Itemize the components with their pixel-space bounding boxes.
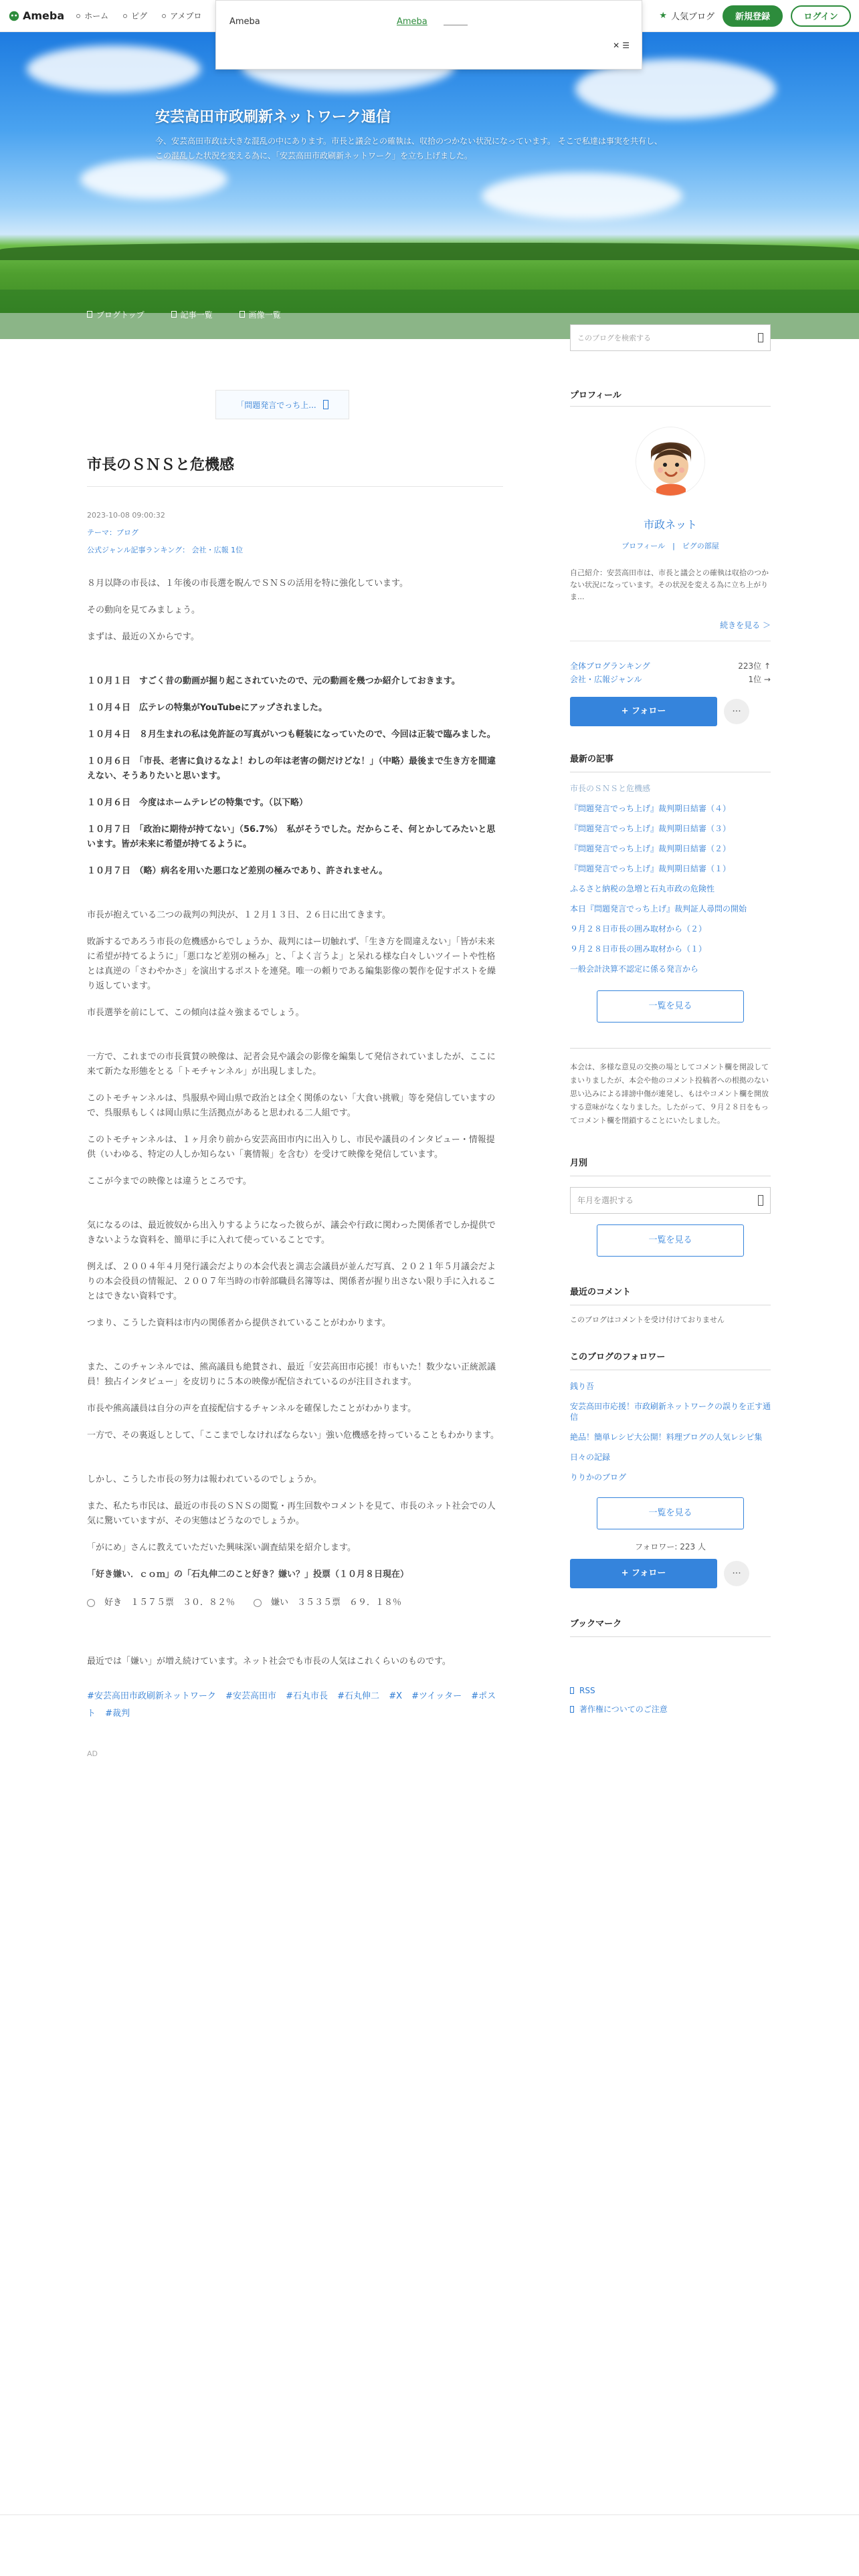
spacer: [570, 686, 771, 697]
rss-link[interactable]: [570, 1684, 771, 1697]
followers-title: このブログのフォロワー: [570, 1352, 666, 1362]
latest-article-item[interactable]: 市長のＳＮＳと危機感: [570, 784, 651, 793]
article-paragraph: このトモチャンネルは、１ヶ月余り前から安芸高田市内に出入りし、市民や議員のインタビュー・情報提供（いわゆる、特定の人しか知らない「裏情報」を含む）を受けて映像を発信しています。: [87, 1135, 495, 1160]
avatar[interactable]: [636, 427, 705, 496]
article-paragraph: １０月４日 ８月生まれの私は免許証の写真がいつも軽装になっていたので、今回は正装で臨みました。: [87, 730, 496, 740]
hashtag[interactable]: #石丸伸二: [337, 1691, 380, 1701]
signup-button[interactable]: 新規登録: [723, 5, 783, 27]
followers-count: フォロワー: 223 人: [635, 1542, 706, 1551]
global-nav: [76, 10, 201, 21]
article-date: 2023-10-08 09:00:32: [87, 511, 165, 520]
ameba-logo-icon: [8, 10, 20, 22]
follow-button-2[interactable]: + フォロー: [570, 1559, 717, 1588]
comment-notice: 本会は、多様な意見の交換の場としてコメント欄を開設してまいりましたが、本会や他のコメント投稿者への根拠のない思い込みによる誹謗中傷が連発し、もはやコメント欄を開放する意味がなくなりました。したがって、９月２８日をもってコメント欄を閉鎖することにいたしました。: [570, 1063, 769, 1125]
popup-link[interactable]: Ameba: [397, 17, 427, 27]
poll-option-label: 嫌い ３５３５票 ６９．１８％: [271, 1598, 402, 1608]
paragraph-spacer: [87, 1201, 503, 1218]
chevron-down-icon: [758, 1195, 763, 1206]
profile-name[interactable]: 市政ネット: [643, 518, 697, 531]
ranking-label: 全体ブログランキング: [570, 661, 650, 671]
latest-articles-list: [570, 783, 771, 974]
nav-pigg[interactable]: [123, 10, 147, 21]
follow-row: [570, 697, 771, 726]
popup-close-button[interactable]: [613, 41, 630, 50]
search-icon[interactable]: [758, 333, 763, 342]
pigg-icon: [123, 14, 127, 18]
latest-article-item[interactable]: 一般会計決算不認定に係る発言から: [570, 964, 699, 974]
follow-button[interactable]: + フォロー: [570, 697, 717, 726]
article-paragraph: １０月７日 「政治に期待が持てない」（56.7%） 私がそうでした。だからこそ、何とかしてみたいと思います。皆が未来に希望が持てるように。: [87, 825, 496, 849]
crown-icon: ★: [659, 11, 667, 21]
article-paragraph: その動向を見てみましょう。: [87, 605, 201, 615]
comments-disabled-text: このブログはコメントを受け付けておりません: [570, 1315, 725, 1324]
blog-nav-items: [87, 290, 281, 339]
spacer: [570, 1492, 771, 1497]
month-select[interactable]: [570, 1187, 771, 1214]
home-icon: [87, 311, 92, 318]
blog-top-label: ブログトップ: [96, 310, 145, 320]
latest-article-item[interactable]: 『問題発言でっち上げ』裁判期日結審（３）: [570, 824, 731, 833]
more-options-button[interactable]: ···: [724, 699, 749, 724]
rss-icon: [570, 1687, 574, 1694]
popular-blog-link[interactable]: [659, 9, 714, 22]
hashtag[interactable]: #X: [389, 1691, 402, 1701]
hashtag[interactable]: #ツイッター: [411, 1691, 462, 1701]
follower-item[interactable]: 日々の記録: [570, 1453, 611, 1462]
ranking-row[interactable]: [570, 673, 771, 686]
spacer: [570, 1553, 771, 1559]
hashtag[interactable]: #裁判: [105, 1709, 130, 1719]
spacer: [570, 1214, 771, 1224]
prev-article-label: 「問題発言でっち上...: [236, 400, 316, 410]
spacer: [570, 1257, 771, 1286]
article-paragraph: まずは、最近のＸからです。: [87, 632, 199, 642]
hashtag[interactable]: #石丸市長: [286, 1691, 328, 1701]
document-icon: [570, 1706, 574, 1713]
article-meta: [87, 507, 243, 559]
article-body: [87, 576, 503, 1761]
blog-header: [0, 32, 859, 313]
article-paragraph: 例えば、２００４年４月発行議会だよりの本会代表と満志会議員が並んだ写真、２０２１年５月議会だよりの本会役員の情報記、２００７年当時の市幹部職員名簿等は、関係者が握り出さない限り手に入れることはできない資料です。: [87, 1262, 496, 1301]
article-paragraph: つまり、こうした資料は市内の関係者から提供されていることがわかります。: [87, 1318, 391, 1328]
spacer: [570, 1529, 771, 1540]
more-options-button-2[interactable]: ···: [724, 1561, 749, 1586]
bookmark-title: ブックマーク: [570, 1619, 622, 1629]
avatar-image: [636, 427, 705, 496]
radio-icon: [87, 1599, 95, 1607]
follower-item[interactable]: 絶品！簡単レシピ大公開！料理ブログの人気レシピ集: [570, 1432, 763, 1442]
poll-option-label: 好き １５７５票 ３０．８２％: [104, 1598, 235, 1608]
blog-title[interactable]: 安芸高田市政刷新ネットワーク通信: [155, 109, 391, 126]
article-paragraph: １０月４日 広テレの特集がYouTubeにアップされました。: [87, 703, 328, 713]
list-icon: [171, 311, 177, 318]
spacer: [87, 1610, 503, 1654]
article-paragraphs: [87, 576, 503, 1555]
topbar-right: [659, 5, 851, 27]
article-paragraph: １０月１日 すごく昔の動画が掘り起こされていたので、元の動画を幾つか紹介しておきます。: [87, 676, 460, 686]
recent-comments-title: 最近のコメント: [570, 1287, 632, 1297]
paragraph-spacer: [87, 1033, 503, 1050]
ranking-block: [570, 659, 771, 1721]
cloud-decoration: [482, 173, 682, 219]
divider: [570, 406, 771, 407]
login-button[interactable]: ログイン: [791, 5, 851, 27]
brand-name: Ameba: [23, 9, 65, 22]
ranking-value: 1位 →: [748, 675, 771, 684]
article-theme[interactable]: テーマ：ブログ: [87, 528, 138, 537]
spacer: [570, 1049, 771, 1061]
footer-divider: [0, 2514, 859, 2515]
spacer: [570, 1327, 771, 1351]
copyright-link[interactable]: [570, 1703, 771, 1716]
overlay-popup: [215, 0, 642, 70]
article-paragraph: １０月６日 「市長、老害に負けるなよ！わしの年は老害の側だけどな！」（中略）最後まで生き方を間違えない、そうありたいと思います。: [87, 756, 496, 781]
nav-pigg-label: ピグ: [131, 11, 148, 21]
latest-article-item[interactable]: 『問題発言でっち上げ』裁判期日結審（２）: [570, 844, 731, 853]
article-paragraph: 市長選挙を前にして、この傾向は益々強まるでしょう。: [87, 1008, 304, 1018]
nav-amepro-label: アメプロ: [170, 11, 202, 21]
latest-article-item[interactable]: ふるさと納税の急増と石丸市政の危険性: [570, 884, 715, 893]
spacer: [570, 1588, 771, 1618]
profile-links[interactable]: プロフィール | ピグの部屋: [622, 542, 719, 550]
image-icon: [240, 311, 245, 318]
article-paragraph: しかし、こうした市長の努力は報われているのでしょうか。: [87, 1475, 322, 1485]
article-title[interactable]: 市長のＳＮＳと危機感: [87, 457, 235, 473]
spacer: [570, 984, 771, 990]
image-list-label: 画像一覧: [248, 310, 281, 320]
amepro-icon: [162, 14, 166, 18]
month-select-label: 年月を選択する: [577, 1196, 634, 1205]
prev-article-link[interactable]: [215, 390, 349, 419]
monthly-title: 月別: [570, 1158, 588, 1168]
article-paragraph: また、このチャンネルでは、熊高議員も絶賛され、最近「安芸高田市応援！市もいた！数少ない正統派議員！独占インタビュー」を皮切りに５本の映像が配信されているのが注目されます。: [87, 1362, 496, 1387]
article-paragraph: 「がにめ」さんに教えていただいた興味深い調査結果を紹介します。: [87, 1543, 356, 1553]
ad-label: AD: [87, 1749, 98, 1758]
hashtag-list: [87, 1688, 503, 1723]
poll-options: [87, 1596, 503, 1610]
article-paragraph: １０月７日 （略）病名を用いた悪口など差別の極みであり、許されません。: [87, 866, 388, 876]
spacer: [570, 1023, 771, 1043]
ranking-value: 223位 ↑: [738, 661, 771, 671]
divider: [87, 486, 503, 487]
image-list-link[interactable]: [240, 309, 281, 320]
radio-icon: [254, 1599, 262, 1607]
spacer: [570, 1305, 771, 1313]
copyright-label: 著作権についてのご注意: [579, 1705, 668, 1714]
cloud-decoration: [27, 45, 201, 92]
article-paragraph: 市長や熊高議員は自分の声を直接配信するチャンネルを確保したことがわかります。: [87, 1404, 417, 1414]
menu-icon: ☰: [622, 41, 630, 50]
article-paragraph: １０月６日 今度はホームテレビの特集です。（以下略）: [87, 798, 308, 808]
follower-item[interactable]: 安芸高田市応援！市政刷新ネットワークの誤りを正す通信: [570, 1402, 771, 1422]
spacer: [570, 1176, 771, 1187]
followers-list: [570, 1381, 771, 1483]
view-all-articles-button[interactable]: 一覧を見る: [597, 990, 744, 1023]
latest-article-item[interactable]: 『問題発言でっち上げ』裁判期日結審（１）: [570, 864, 731, 873]
article-paragraph: ここが今までの映像とは違うところです。: [87, 1176, 252, 1186]
profile-more-link[interactable]: 続きを見る ＞: [720, 621, 771, 630]
cloud-decoration: [80, 159, 227, 199]
hashtag[interactable]: #安芸高田市政刷新ネットワーク: [87, 1691, 216, 1701]
paragraph-spacer: [87, 1343, 503, 1360]
view-all-followers-button[interactable]: 一覧を見る: [597, 1497, 744, 1529]
ameba-logo[interactable]: [8, 9, 64, 22]
article-closing: 最近では「嫌い」が増え続けています。ネット社会でも市長の人気はこれくらいのものです。: [87, 1656, 451, 1667]
paragraph-spacer: [87, 1455, 503, 1473]
blog-search-input[interactable]: [570, 324, 771, 351]
sidebar: [570, 388, 771, 407]
popup-label: Ameba: [229, 17, 260, 27]
article-paragraph: 市長が抱えている二つの裁判の判決が、１２月１３日、２６日に出てきます。: [87, 910, 391, 920]
search-placeholder: このブログを検索する: [577, 334, 651, 342]
paragraph-spacer: [87, 657, 503, 674]
article-list-label: 記事一覧: [180, 310, 213, 320]
profile-description: 自己紹介：安芸高田市は、市長と議会との確執は収拾のつかない状況になっています。その状況を変える為に立ち上がりま...: [570, 568, 769, 601]
ranking-row[interactable]: [570, 659, 771, 673]
latest-title: 最新の記事: [570, 754, 614, 764]
article-paragraph: 一方で、その裏返しとして、「ここまでしなければならない」強い危機感を持っていることもわかります。: [87, 1430, 499, 1440]
spacer: [570, 1128, 771, 1157]
chevron-right-icon: [323, 400, 328, 409]
follower-item[interactable]: りりかのブログ: [570, 1473, 627, 1482]
close-icon: ✕: [613, 41, 620, 50]
follow-row-2: [570, 1559, 771, 1588]
article-paragraph: 一方で、これまでの市長賞賛の映像は、記者会見や議会の影像を編集して発信されていましたが、ここに来て新たな形態をとる「トモチャンネル」が出現しました。: [87, 1052, 496, 1077]
latest-article-item[interactable]: 本日『問題発言でっち上げ』裁判証人尋問の開始: [570, 904, 747, 914]
article-ranking[interactable]: 公式ジャンル記事ランキング： 会社・広報 1位: [87, 546, 244, 554]
article-paragraph: また、私たち市民は、最近の市長のＳＮＳの閲覧・再生回数やコメントを見て、市長のネット社会での人気に驚いていますが、その実態はどうなのでしょうか。: [87, 1501, 496, 1526]
home-icon: [76, 14, 80, 18]
latest-article-item[interactable]: 『問題発言でっち上げ』裁判期日結審（４）: [570, 804, 731, 813]
nav-amepro[interactable]: [162, 10, 201, 21]
blog-top-link[interactable]: [87, 309, 145, 320]
ranking-label: 会社・広報ジャンル: [570, 675, 642, 684]
paragraph-spacer: [87, 891, 503, 908]
blog-description: 今、安芸高田市政は大きな混乱の中にあります。市長と議会との確執は、収拾のつかない状況になっています。 そこで私達は事実を共有し、この混乱した状況を変える為に、「安芸高田市政刷新ネットワーク」を立ち上げました。: [155, 136, 662, 160]
follower-item[interactable]: 銭り吾: [570, 1382, 595, 1391]
article-paragraph: ８月以降の市長は、１年後の市長選を睨んでＳＮＳの活用を特に強化しています。: [87, 578, 408, 588]
hashtag[interactable]: #安芸高田市: [225, 1691, 276, 1701]
spacer: [570, 1637, 771, 1684]
poll-option[interactable]: [254, 1596, 401, 1610]
latest-article-item[interactable]: ９月２８日市長の囲み取材から（２）: [570, 924, 707, 934]
nav-home-label: ホーム: [84, 11, 109, 21]
latest-article-item[interactable]: ９月２８日市長の囲み取材から（１）: [570, 944, 707, 954]
spacer: [570, 726, 771, 753]
nav-home[interactable]: [76, 10, 108, 21]
tree-line: [0, 243, 859, 260]
article-paragraph: このトモチャンネルは、呉服県や岡山県で政治とは全く関係のない「大食い挑戦」等を発信していますので、呉服県もしくは岡山県に生活拠点があると思われる二人組です。: [87, 1093, 496, 1118]
profile-title: プロフィール: [570, 391, 622, 401]
poll-question: 「好き嫌い．ｃｏｍ」の「石丸伸二のこと好き？嫌い？」投票（１０月８日現在）: [87, 1570, 409, 1580]
popular-blog-label: 人気ブログ: [670, 12, 714, 22]
hashtag[interactable]: #ポスト: [87, 1691, 496, 1719]
view-all-months-button[interactable]: 一覧を見る: [597, 1224, 744, 1257]
poll-block: [87, 1568, 503, 1610]
article-paragraph: 敗訴するであろう市長の危機感からでしょうか、裁判にはー切触れず、「生き方を間違えない」「皆が未来に希望が持てるように」「悪口など差別の極み」と、「よく言うよ」と呆れる様な白々しいツイートや性格とは真逆の「さわやかさ」を演出するポストを連発。唯一の頼りである編集影像の製作を促すポストを繰り返しています。: [87, 937, 496, 991]
article-list-link[interactable]: [171, 309, 213, 320]
rss-label: RSS: [579, 1686, 595, 1695]
poll-option[interactable]: [87, 1596, 235, 1610]
article-paragraph: 気になるのは、最近彼奴から出入りするようになった彼らが、議会や行政に関わった関係者でしか提供できないような資料を、簡単に手に入れて使っていることです。: [87, 1220, 496, 1245]
